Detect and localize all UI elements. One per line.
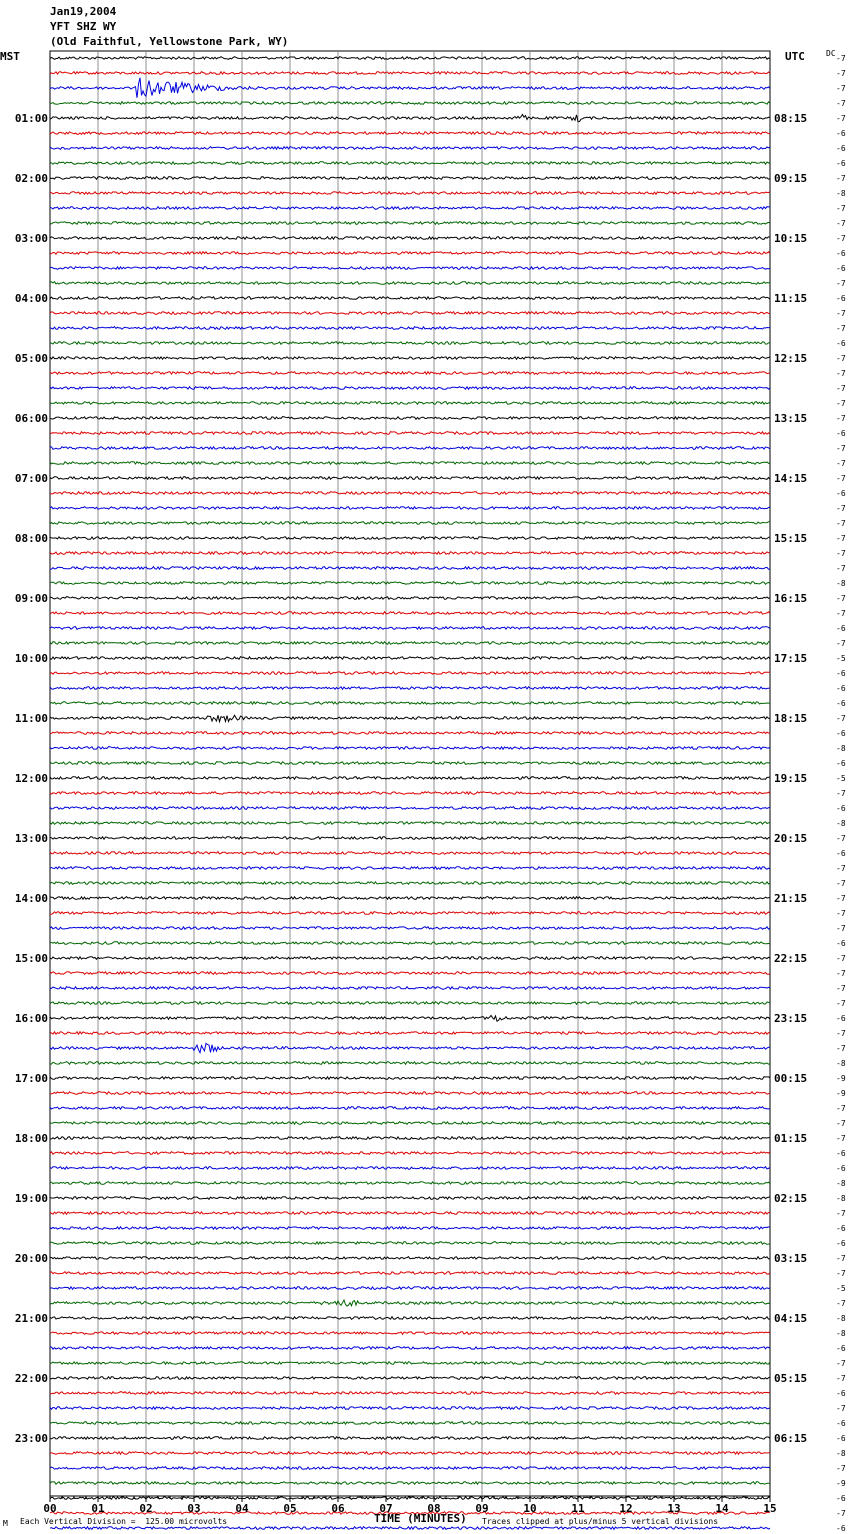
dc-offset-label: -7 [836, 1404, 846, 1413]
trace-line [50, 867, 770, 870]
trace-line [50, 1287, 770, 1290]
mst-hour-label: 18:00 [14, 1132, 48, 1145]
dc-offset-label: -7 [836, 1299, 846, 1308]
trace-line [50, 447, 770, 450]
trace-line [50, 1332, 770, 1335]
x-tick-label: 11 [571, 1502, 585, 1515]
x-tick-label: 00 [43, 1502, 57, 1515]
utc-hour-label: 08:15 [774, 112, 808, 125]
utc-hour-label: 02:15 [774, 1192, 808, 1205]
utc-hour-label: 19:15 [774, 772, 808, 785]
dc-offset-label: -9 [836, 1074, 846, 1083]
trace-line [50, 552, 770, 555]
mst-hour-label: 12:00 [14, 772, 48, 785]
x-tick-label: 02 [139, 1502, 153, 1515]
mst-hour-label: 03:00 [14, 232, 48, 245]
dc-offset-label: -7 [836, 324, 846, 333]
trace-line [50, 1062, 770, 1065]
trace-line [50, 342, 770, 345]
trace-line [50, 357, 770, 360]
utc-hour-label: 16:15 [774, 592, 808, 605]
trace-line [50, 957, 770, 960]
utc-hour-label: 05:15 [774, 1372, 808, 1385]
dc-offset-label: -7 [836, 789, 846, 798]
dc-offset-label: -9 [836, 1089, 846, 1098]
dc-offset-label: -7 [836, 114, 846, 123]
dc-offset-label: -7 [836, 1104, 846, 1113]
dc-offset-label: -7 [836, 984, 846, 993]
trace-line [50, 1167, 770, 1170]
trace-line [50, 987, 770, 990]
mst-hour-label: 11:00 [14, 712, 48, 725]
plot-frame [50, 51, 770, 1496]
trace-line [50, 597, 770, 600]
mst-hour-label: 04:00 [14, 292, 48, 305]
dc-offset-label: -7 [836, 1359, 846, 1368]
dc-offset-label: -9 [836, 1479, 846, 1488]
trace-line [50, 297, 770, 300]
trace-line [50, 792, 770, 795]
utc-hour-label: 20:15 [774, 832, 808, 845]
dc-offset-label: -7 [836, 1044, 846, 1053]
mst-hour-label: 02:00 [14, 172, 48, 185]
dc-offset-label: -6 [836, 489, 846, 498]
trace-line [50, 132, 770, 135]
trace-line [50, 672, 770, 675]
trace-line [50, 432, 770, 435]
trace-line [50, 537, 770, 540]
trace-line [50, 57, 770, 60]
dc-offset-label: -6 [836, 699, 846, 708]
mst-hour-label: 06:00 [14, 412, 48, 425]
dc-offset-label: -7 [836, 564, 846, 573]
dc-offset-label: -6 [836, 759, 846, 768]
dc-offset-label: -6 [836, 624, 846, 633]
dc-offset-label: -8 [836, 1329, 846, 1338]
mst-hour-label: 14:00 [14, 892, 48, 905]
dc-offset-label: -7 [836, 354, 846, 363]
trace-line [50, 1347, 770, 1350]
trace-line [50, 102, 770, 105]
trace-line [50, 1242, 770, 1245]
dc-offset-label: -7 [836, 594, 846, 603]
trace-line [50, 927, 770, 930]
dc-offset-label: -6 [836, 429, 846, 438]
trace-line [50, 747, 770, 750]
x-tick-label: 05 [283, 1502, 297, 1515]
dc-offset-label: -6 [836, 339, 846, 348]
dc-offset-label: -7 [836, 54, 846, 63]
dc-offset-label: -7 [836, 894, 846, 903]
dc-offset-label: -8 [836, 1194, 846, 1203]
dc-offset-label: -8 [836, 189, 846, 198]
dc-offset-label: -8 [836, 744, 846, 753]
dc-offset-label: -6 [836, 1344, 846, 1353]
left-timezone-label: MST [0, 50, 20, 63]
trace-line [50, 882, 770, 885]
mst-hour-label: 20:00 [14, 1252, 48, 1265]
dc-offset-label: -6 [836, 939, 846, 948]
trace-line [50, 252, 770, 255]
dc-offset-label: -5 [836, 1284, 846, 1293]
trace-line [50, 1002, 770, 1005]
dc-offset-label: -6 [836, 1014, 846, 1023]
dc-offset-label: -7 [836, 1509, 846, 1518]
utc-hour-label: 15:15 [774, 532, 808, 545]
x-tick-label: 04 [235, 1502, 249, 1515]
trace-line [50, 1452, 770, 1455]
dc-offset-label: -6 [836, 1434, 846, 1443]
header-location: (Old Faithful, Yellowstone Park, WY) [50, 35, 289, 48]
trace-line [50, 1212, 770, 1215]
dc-offset-label: -7 [836, 399, 846, 408]
dc-offset-label: -7 [836, 459, 846, 468]
dc-offset-label: -7 [836, 879, 846, 888]
utc-hour-label: 23:15 [774, 1012, 808, 1025]
utc-hour-label: 21:15 [774, 892, 808, 905]
dc-offset-label: -7 [836, 999, 846, 1008]
dc-offset-label: -7 [836, 444, 846, 453]
dc-offset-label: -6 [836, 159, 846, 168]
dc-offset-label: -7 [836, 909, 846, 918]
dc-offset-label: -8 [836, 1179, 846, 1188]
trace-line [50, 1092, 770, 1095]
header-station: YFT SHZ WY [50, 20, 117, 33]
dc-offset-label: -5 [836, 654, 846, 663]
x-tick-label: 14 [715, 1502, 729, 1515]
dc-offset-label: -6 [836, 1224, 846, 1233]
trace-line [50, 387, 770, 390]
mst-hour-label: 13:00 [14, 832, 48, 845]
trace-line [50, 702, 770, 705]
trace-line [50, 822, 770, 825]
trace-line [50, 417, 770, 420]
dc-offset-label: -6 [836, 1524, 846, 1533]
x-tick-label: 13 [667, 1502, 681, 1515]
dc-offset-label: -6 [836, 684, 846, 693]
trace-line [50, 72, 770, 75]
dc-offset-label: -7 [836, 1374, 846, 1383]
trace-line [50, 642, 770, 645]
trace-line [50, 942, 770, 945]
trace-line [50, 1467, 770, 1470]
utc-hour-label: 18:15 [774, 712, 808, 725]
dc-offset-label: -7 [836, 279, 846, 288]
dc-offset-label: -8 [836, 1449, 846, 1458]
mst-hour-label: 08:00 [14, 532, 48, 545]
corner-mark: M [3, 1519, 8, 1528]
x-tick-label: 01 [91, 1502, 105, 1515]
dc-offset-label: -6 [836, 129, 846, 138]
trace-line [50, 972, 770, 975]
trace-line [50, 492, 770, 495]
mst-hour-label: 09:00 [14, 592, 48, 605]
trace-line [50, 477, 770, 480]
dc-offset-label: -7 [836, 1119, 846, 1128]
utc-hour-label: 14:15 [774, 472, 808, 485]
dc-offset-label: -6 [836, 669, 846, 678]
dc-offset-label: -7 [836, 519, 846, 528]
utc-hour-label: 11:15 [774, 292, 808, 305]
trace-line [50, 282, 770, 285]
trace-line [50, 1362, 770, 1365]
dc-offset-label: -8 [836, 819, 846, 828]
dc-offset-label: -6 [836, 1164, 846, 1173]
trace-line [50, 372, 770, 375]
trace-line [50, 1392, 770, 1395]
trace-line [50, 522, 770, 525]
trace-line [50, 732, 770, 735]
trace-line [50, 1032, 770, 1035]
dc-offset-label: -7 [836, 954, 846, 963]
dc-offset-label: -7 [836, 534, 846, 543]
trace-line [50, 312, 770, 315]
trace-line [50, 852, 770, 855]
vertical-division-note: Each Vertical Division = 125.00 microvolts [20, 1517, 228, 1526]
mst-hour-label: 01:00 [14, 112, 48, 125]
mst-hour-label: 10:00 [14, 652, 48, 665]
utc-hour-label: 22:15 [774, 952, 808, 965]
trace-line [50, 1527, 770, 1530]
trace-line [50, 237, 770, 240]
dc-offset-label: -7 [836, 864, 846, 873]
trace-line [50, 115, 770, 122]
mst-hour-label: 17:00 [14, 1072, 48, 1085]
trace-line [50, 1227, 770, 1230]
dc-offset-label: -7 [836, 609, 846, 618]
x-tick-label: 09 [475, 1502, 489, 1515]
trace-line [50, 777, 770, 780]
x-tick-label: 12 [619, 1502, 633, 1515]
dc-offset-label: -6 [836, 1494, 846, 1503]
dc-offset-label: -7 [836, 1029, 846, 1038]
trace-line [50, 1122, 770, 1125]
dc-offset-label: -7 [836, 549, 846, 558]
utc-hour-label: 06:15 [774, 1432, 808, 1445]
x-tick-label: 06 [331, 1502, 345, 1515]
x-tick-label: 08 [427, 1502, 441, 1515]
dc-label: DC [826, 49, 836, 58]
dc-offset-label: -7 [836, 1464, 846, 1473]
mst-hour-label: 22:00 [14, 1372, 48, 1385]
trace-line [50, 1107, 770, 1110]
dc-offset-label: -7 [836, 99, 846, 108]
trace-line [50, 327, 770, 330]
trace-line [50, 222, 770, 225]
dc-offset-label: -6 [836, 1419, 846, 1428]
trace-line [50, 612, 770, 615]
utc-hour-label: 00:15 [774, 1072, 808, 1085]
dc-offset-label: -7 [836, 1209, 846, 1218]
dc-offset-label: -6 [836, 1239, 846, 1248]
trace-line [50, 507, 770, 510]
dc-offset-label: -7 [836, 84, 846, 93]
dc-offset-label: -5 [836, 774, 846, 783]
dc-offset-label: -7 [836, 714, 846, 723]
dc-offset-label: -6 [836, 1389, 846, 1398]
trace-line [50, 1137, 770, 1140]
trace-line [50, 1016, 770, 1022]
dc-offset-label: -7 [836, 384, 846, 393]
trace-line [50, 627, 770, 630]
dc-offset-label: -6 [836, 144, 846, 153]
x-tick-label: 10 [523, 1502, 537, 1515]
trace-line [50, 402, 770, 405]
x-axis-label: TIME (MINUTES) [374, 1512, 467, 1525]
dc-offset-label: -6 [836, 729, 846, 738]
trace-line [50, 162, 770, 165]
dc-offset-label: -7 [836, 309, 846, 318]
utc-hour-label: 01:15 [774, 1132, 808, 1145]
trace-line [50, 1152, 770, 1155]
dc-offset-label: -7 [836, 1134, 846, 1143]
dc-offset-label: -7 [836, 969, 846, 978]
trace-line [50, 912, 770, 915]
mst-hour-label: 21:00 [14, 1312, 48, 1325]
trace-line [50, 1482, 770, 1485]
right-timezone-label: UTC [785, 50, 805, 63]
trace-line [50, 582, 770, 585]
x-tick-label: 15 [763, 1502, 777, 1515]
dc-offset-label: -6 [836, 804, 846, 813]
dc-offset-label: -7 [836, 174, 846, 183]
trace-line [50, 567, 770, 570]
trace-line [50, 1407, 770, 1410]
mst-hour-label: 07:00 [14, 472, 48, 485]
trace-line [50, 207, 770, 210]
utc-hour-label: 17:15 [774, 652, 808, 665]
trace-line [50, 1043, 770, 1052]
dc-offset-label: -7 [836, 204, 846, 213]
mst-hour-label: 16:00 [14, 1012, 48, 1025]
trace-line [50, 1272, 770, 1275]
dc-offset-label: -7 [836, 1269, 846, 1278]
trace-line [50, 1377, 770, 1380]
trace-line [50, 1182, 770, 1185]
dc-offset-label: -7 [836, 639, 846, 648]
clip-note: Traces clipped at plus/minus 5 vertical divisions [482, 1517, 719, 1526]
trace-line [50, 1077, 770, 1080]
utc-hour-label: 10:15 [774, 232, 808, 245]
trace-line [50, 762, 770, 765]
dc-offset-label: -6 [836, 849, 846, 858]
dc-offset-label: -7 [836, 69, 846, 78]
trace-line [50, 897, 770, 900]
trace-line [50, 657, 770, 660]
utc-hour-label: 12:15 [774, 352, 808, 365]
dc-offset-label: -8 [836, 579, 846, 588]
trace-line [50, 192, 770, 195]
dc-offset-label: -7 [836, 924, 846, 933]
trace-line [50, 147, 770, 150]
dc-offset-label: -7 [836, 219, 846, 228]
dc-offset-label: -6 [836, 1149, 846, 1158]
trace-line [50, 1300, 770, 1306]
dc-offset-label: -7 [836, 474, 846, 483]
dc-offset-label: -8 [836, 1314, 846, 1323]
mst-hour-label: 15:00 [14, 952, 48, 965]
dc-offset-label: -7 [836, 234, 846, 243]
trace-line [50, 78, 770, 98]
x-tick-label: 07 [379, 1502, 393, 1515]
mst-hour-label: 05:00 [14, 352, 48, 365]
mst-hour-label: 23:00 [14, 1432, 48, 1445]
trace-line [50, 687, 770, 690]
dc-offset-label: -7 [836, 834, 846, 843]
dc-offset-label: -6 [836, 294, 846, 303]
dc-offset-label: -7 [836, 504, 846, 513]
header-date: Jan19,2004 [50, 5, 117, 18]
trace-line [50, 1257, 770, 1260]
trace-line [50, 807, 770, 810]
trace-line [50, 1422, 770, 1425]
utc-hour-label: 09:15 [774, 172, 808, 185]
trace-line [50, 837, 770, 840]
dc-offset-label: -7 [836, 1254, 846, 1263]
dc-offset-label: -8 [836, 1059, 846, 1068]
trace-line [50, 1437, 770, 1440]
dc-offset-label: -6 [836, 264, 846, 273]
utc-hour-label: 13:15 [774, 412, 808, 425]
dc-offset-label: -6 [836, 249, 846, 258]
dc-offset-label: -7 [836, 369, 846, 378]
x-tick-label: 03 [187, 1502, 201, 1515]
trace-line [50, 267, 770, 270]
utc-hour-label: 03:15 [774, 1252, 808, 1265]
trace-line [50, 462, 770, 465]
trace-line [50, 177, 770, 180]
utc-hour-label: 04:15 [774, 1312, 808, 1325]
dc-offset-label: -7 [836, 414, 846, 423]
mst-hour-label: 19:00 [14, 1192, 48, 1205]
trace-line [50, 1197, 770, 1200]
trace-line [50, 1317, 770, 1320]
trace-line [50, 715, 770, 721]
